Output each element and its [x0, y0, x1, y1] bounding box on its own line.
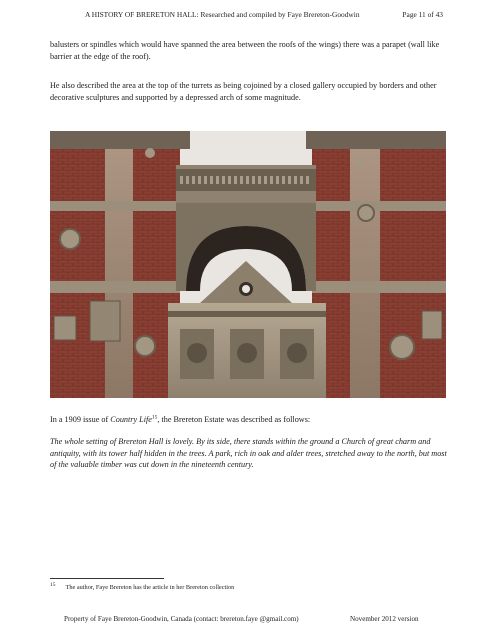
- footnote-text: The author, Faye Brereton has the article in her Brereton collection: [65, 584, 235, 591]
- text-after-title: , the Brereton Estate was described as follows:: [157, 415, 311, 424]
- page-number: Page 11 of 43: [402, 10, 443, 19]
- paragraph-country-life: [50, 414, 448, 426]
- paragraph-gallery: He also described the area at the top of the turrets as being cojoined by a closed gallery occupied by borders and other decorative sculptures and supported by a depressed arch of some magnitude.: [50, 81, 437, 102]
- footer-version: November 2012 version: [350, 615, 419, 623]
- header-title: A HISTORY OF BRERETON HALL: Researched and compiled by Faye Brereton-Goodwin: [85, 10, 360, 19]
- paragraph-parapet: balusters or spindles which would have spanned the area between the roofs of the wings) there was a parapet (wall like barrier at the edge of the roof).: [50, 40, 440, 61]
- footnote: [50, 581, 235, 591]
- footnote-divider: [50, 578, 164, 579]
- footnote-reference: 15: [151, 414, 158, 421]
- publication-title: Country Life: [110, 415, 152, 424]
- footer-property: Property of Faye Brereton-Goodwin, Canada (contact: brereton.faye @gmail.com): [64, 615, 299, 623]
- text-before-title: In a 1909 issue of: [50, 415, 111, 424]
- brereton-hall-turrets-photo: [50, 131, 446, 398]
- footnote-number: 15: [50, 581, 56, 588]
- quotation: The whole setting of Brereton Hall is lovely. By its side, there stands within the ground a Church of great charm and antiquity, with its tower half hidden in the trees. A park, rich in oak and alder trees, stretched away to the north, but most of the valuable timber was cut down in the nineteenth century.: [50, 437, 447, 470]
